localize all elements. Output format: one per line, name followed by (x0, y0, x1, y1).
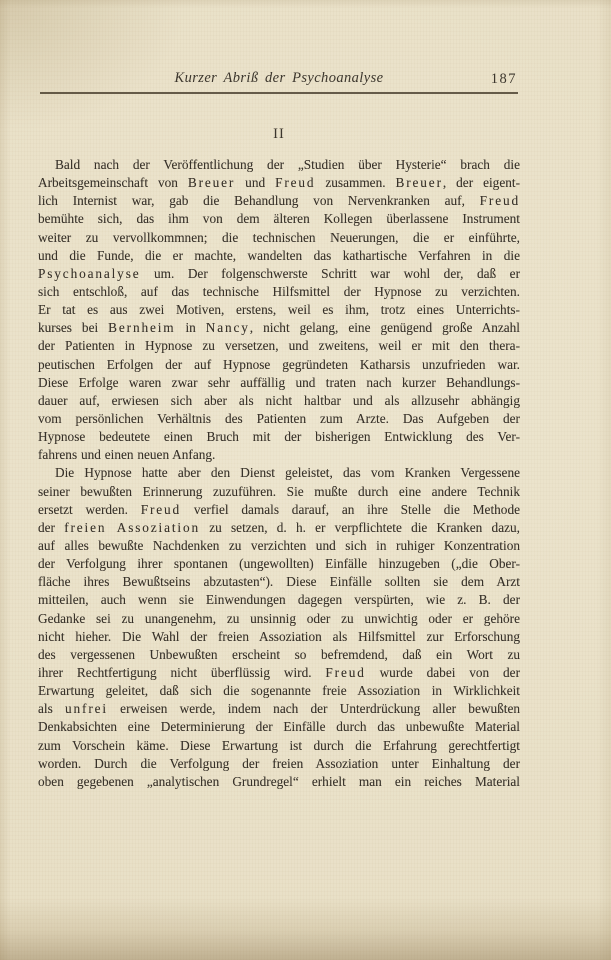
text-line: kurses bei Bernheim in Nancy, nicht gelang, eine genügend große Anzahl (38, 320, 521, 336)
text-line: weiter zu vervollkommnen; die technischen Neuerungen, die er einführte, (38, 229, 520, 245)
text-line: bemühte sich, das ihm von dem älteren Kollegen überlassene Instrument (38, 211, 520, 227)
running-title: Kurzer Abriß der Psychoanalyse (174, 70, 384, 86)
text-line: der Patienten in Hypnose zu versetzen, und zweitens, weil er mit den thera- (38, 338, 520, 354)
text-line: Die Hypnose hatte aber den Dienst geleistet, das vom Kranken Vergessene (55, 465, 520, 481)
text-line: oben gegebenen „analytischen Grundregel“ erhielt man ein reiches Material (38, 773, 520, 789)
text-line: nicht hieher. Die Wahl der freien Assoziation als Hilfsmittel zur Erforschung (38, 628, 520, 644)
text-line: als unfrei erweisen werde, indem nach der Unterdrückung aller bewußten (38, 701, 520, 717)
text-line: ihrer Rechtfertigung nicht überflüssig wird. Freud wurde dabei von der (38, 664, 520, 680)
text-line: seiner bewußten Erinnerung zuzuführen. Sie mußte durch eine andere Technik (38, 483, 520, 499)
letterspaced-word: freien Assoziation (64, 519, 200, 535)
text-line: peutischen Erfolgen der auf Hypnose gegründeten Katharsis unzufrieden war. (38, 356, 520, 372)
letterspaced-word: unfrei (65, 701, 108, 717)
header-rule (40, 92, 518, 94)
text-line: lich Internist war, gab die Behandlung von Nervenkranken auf, Freud (38, 193, 520, 209)
letterspaced-word: Freud (479, 193, 520, 209)
text-line: Erwartung geleitet, daß sich die sogenannte freie Assoziation in Wirklichkeit (38, 683, 520, 699)
text-line: Er tat es aus zwei Motiven, erstens, weil es ihm, trotz eines Unterrichts- (38, 302, 520, 318)
page-number: 187 (490, 71, 517, 87)
section-heading: II (273, 126, 285, 142)
text-line: auf alles bewußte Nachdenken zu verzichten und sich in ruhiger Konzentration (38, 537, 520, 553)
letterspaced-word: Breuer (187, 175, 236, 191)
letterspaced-word: Breuer (395, 175, 443, 191)
letterspaced-word: Freud (275, 175, 316, 191)
body-text (38, 156, 520, 791)
text-line: der Verfolgung ihrer spontanen (ungewollten) Einfälle hinzugeben („die Ober- (38, 556, 520, 572)
text-line: der freien Assoziation zu setzen, d. h. er verpflichtete die Kranken dazu, (38, 519, 520, 535)
text-line: des vergessenen Unbewußten erscheint so befremdend, daß ein Wort zu (38, 646, 520, 662)
paragraph (38, 464, 520, 791)
text-line: ersetzt werden. Freud verfiel damals darauf, an ihre Stelle die Methode (38, 501, 521, 517)
letterspaced-word: Bernheim (108, 320, 176, 336)
text-line: Diese Erfolge waren zwar sehr auffällig und traten nach kurzer Behandlungs- (38, 374, 520, 390)
text-line: sich entschloß, auf das technische Hilfsmittel der Hypnose zu verzichten. (38, 283, 520, 299)
text-line: und die Funde, die er machte, wandelten das kathartische Verfahren in die (38, 247, 520, 263)
text-line: Psychoanalyse um. Der folgenschwerste Schritt war wohl der, daß er (38, 265, 520, 281)
text-line: vom persönlichen Verhältnis des Patienten zum Arzte. Das Aufgeben der (38, 410, 520, 426)
paragraph (38, 156, 520, 464)
text-line: Arbeitsgemeinschaft von Breuer und Freud zusammen. Breuer, der eigent- (38, 175, 520, 191)
letterspaced-word: Freud (325, 664, 366, 680)
text-line: zum Vorschein käme. Diese Erwartung ist durch die Erfahrung gerechtfertigt (38, 737, 520, 753)
text-line: Bald nach der Veröffentlichung der „Studien über Hysterie“ brach die (55, 157, 520, 172)
text-line: dauer auf, erwiesen sich aber als nicht haltbar und als allzusehr abhängig (38, 392, 520, 408)
text-line: Gedanke sei zu unangenehm, zu unsinnig oder zu unwichtig oder er gehöre (38, 610, 520, 626)
text-line: Hypnose bedeutete einen Bruch mit der bisherigen Entwicklung des Ver- (38, 429, 520, 445)
letterspaced-word: Nancy (205, 320, 250, 336)
text-line: fläche ihres Bewußtseins abzutasten“). Diese Einfälle sollten sie dem Arzt (38, 574, 520, 590)
running-header (40, 70, 518, 90)
text-line: fahrens und einen neuen Anfang. (38, 447, 216, 463)
letterspaced-word: Freud (140, 501, 182, 517)
text-line: worden. Durch die Verfolgung der freien Assoziation unter Einhaltung der (38, 755, 520, 771)
letterspaced-word: Psychoanalyse (38, 265, 141, 281)
text-line: Denkabsichten eine Determinierung der Einfälle durch das unbewußte Material (38, 719, 520, 735)
text-line: mitteilen, auch wenn sie Einwendungen dagegen verspürten, wie z. B. der (38, 592, 520, 608)
